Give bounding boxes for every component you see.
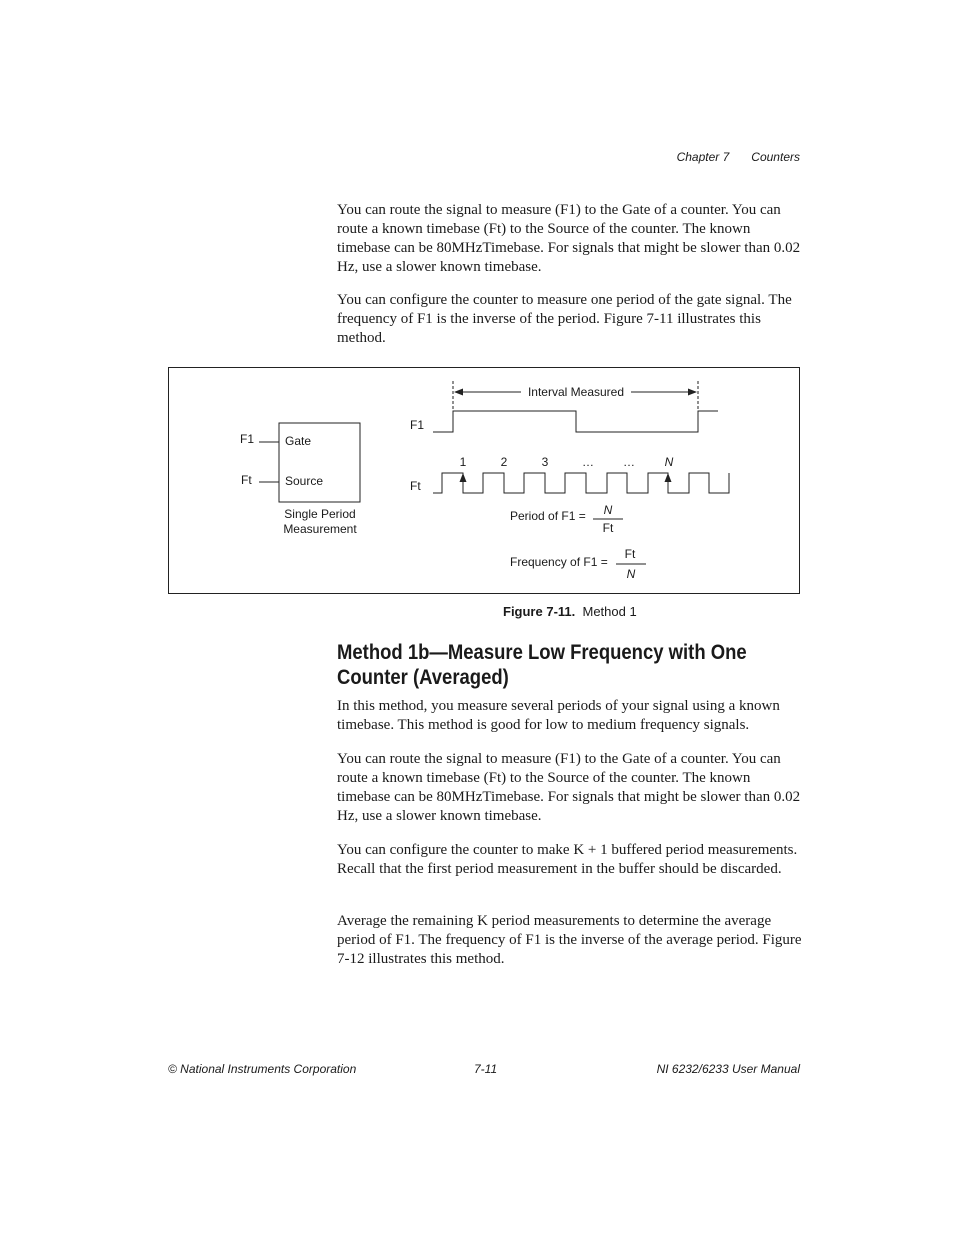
- f1-waveform: [433, 411, 718, 432]
- paragraph-buffered-measurements: You can configure the counter to make K + 1 buffered period measurements. Recall that the first period measurement in the buffer should be discarded.: [337, 842, 798, 877]
- figure-method-1: [168, 367, 800, 594]
- footer-page-number: 7-11: [474, 1062, 498, 1076]
- interval-arrow-left-head: [454, 389, 463, 396]
- source-label: Source: [285, 474, 324, 488]
- period-numerator: N: [603, 503, 613, 517]
- pulse-label-ellipsis-1: …: [582, 455, 594, 469]
- pulse-label-2: 2: [500, 455, 508, 469]
- frequency-denominator: N: [626, 567, 636, 581]
- paragraph-method-intro: In this method, you measure several periods of your signal using a known timebase. This method is good for low to medium frequency signals.: [337, 698, 780, 733]
- ft-edge-arrow-last: [665, 473, 672, 482]
- pulse-label-3: 3: [541, 455, 549, 469]
- gate-label: Gate: [285, 434, 312, 448]
- f1-signal-label: F1: [410, 418, 425, 432]
- box-ft-label: Ft: [241, 473, 252, 487]
- period-equation-label: Period of F1 =: [510, 509, 586, 523]
- box-caption-line2: Measurement: [283, 522, 357, 536]
- pulse-label-n: N: [664, 455, 674, 469]
- frequency-equation-label: Frequency of F1 =: [510, 555, 608, 569]
- ft-signal-label: Ft: [410, 479, 421, 493]
- pulse-label-ellipsis-2: …: [623, 455, 635, 469]
- running-header: [655, 150, 800, 164]
- period-denominator: Ft: [602, 521, 614, 535]
- section-heading: Method 1b—Measure Low Frequency with One Counter (Averaged): [337, 641, 747, 689]
- paragraph-configure-period: You can configure the counter to measure one period of the gate signal. The frequency of F1 is the inverse of the period. Figure 7-11 illustrates this method.: [337, 292, 792, 346]
- figure-caption-title: Method 1: [582, 604, 637, 619]
- paragraph-route-signal: You can route the signal to measure (F1) to the Gate of a counter. You can route a known timebase (Ft) to the Source of the counter. The known timebase can be 80MHzTimebase. For signals that might be slower than 0.02 Hz, use a slower known timebase.: [337, 202, 801, 275]
- frequency-numerator: Ft: [624, 547, 636, 561]
- ft-waveform: [433, 473, 729, 493]
- pulse-label-1: 1: [459, 455, 467, 469]
- ft-edge-arrow-first: [460, 473, 467, 482]
- timing-diagram: [169, 368, 799, 593]
- figure-caption-number: Figure 7-11.: [503, 604, 576, 619]
- interval-measured-label: Interval Measured: [527, 385, 625, 399]
- footer-copyright: © National Instruments Corporation: [168, 1062, 357, 1076]
- footer-manual-title: NI 6232/6233 User Manual: [656, 1062, 800, 1076]
- header-chapter: Chapter 7: [676, 150, 730, 164]
- header-section: Counters: [751, 150, 800, 164]
- paragraph-average-period: Average the remaining K period measurements to determine the average period of F1. The frequency of F1 is the inverse of the average period. Figure 7-12 illustrates this method.: [337, 913, 802, 967]
- paragraph-route-signal-2: You can route the signal to measure (F1) to the Gate of a counter. You can route a known timebase (Ft) to the Source of the counter. The known timebase can be 80MHzTimebase. For signals that might be slower than 0.02 Hz, use a slower known timebase.: [337, 751, 801, 824]
- box-caption-line1: Single Period: [284, 507, 356, 521]
- figure-caption: [503, 604, 637, 619]
- box-f1-label: F1: [240, 432, 255, 446]
- interval-arrow-right-head: [688, 389, 697, 396]
